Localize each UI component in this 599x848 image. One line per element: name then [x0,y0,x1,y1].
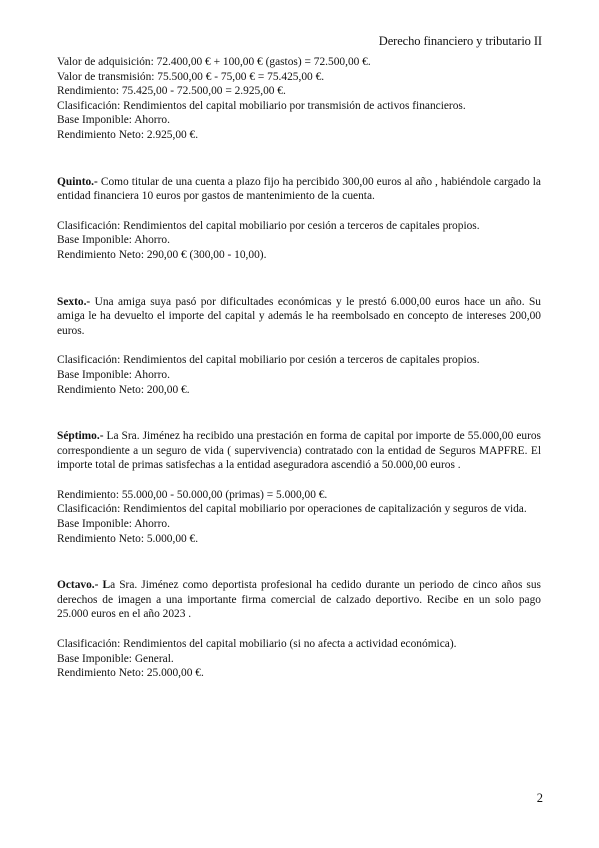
intro-line: Rendimiento: 75.425,00 - 72.500,00 = 2.925,00 €. [57,85,286,98]
answer-line: Clasificación: Rendimientos del capital mobiliario (si no afecta a actividad económica). [57,638,457,651]
answer-line: Rendimiento Neto: 5.000,00 €. [57,532,199,545]
case-answer [57,353,541,397]
case-sexto [57,295,541,398]
answer-line: Rendimiento: 55.000,00 - 50.000,00 (primas) = 5.000,00 €. [57,488,328,501]
case-answer [57,637,541,681]
page-header: Derecho financiero y tributario II [378,34,542,48]
answer-line: Base Imponible: Ahorro. [57,518,170,531]
case-label: Octavo.- L [57,579,111,592]
case-answer [57,488,541,546]
page-content [57,55,541,681]
case-label: Sexto.- [57,295,91,308]
answer-line: Clasificación: Rendimientos del capital mobiliario por operaciones de capitalización y seguros de vida. [57,503,527,516]
answer-line: Clasificación: Rendimientos del capital mobiliario por cesión a terceros de capitales propios. [57,354,480,367]
case-statement [57,175,541,204]
case-text: Una amiga suya pasó por dificultades económicas y le prestó 6.000,00 euros hace un año. Su amiga le ha devuelto el importe del capital y además le ha reembolsado en concepto de intereses 200,00 euros. [57,295,541,337]
case-statement [57,578,541,622]
answer-line: Rendimiento Neto: 200,00 €. [57,383,190,396]
intro-line: Base Imponible: Ahorro. [57,114,170,127]
answer-line: Rendimiento Neto: 25.000,00 €. [57,667,204,680]
answer-line: Clasificación: Rendimientos del capital mobiliario por cesión a terceros de capitales propios. [57,219,480,232]
intro-block [57,55,541,143]
answer-line: Base Imponible: General. [57,652,174,665]
case-octavo [57,578,541,681]
intro-line: Valor de adquisición: 72.400,00 € + 100,00 € (gastos) = 72.500,00 €. [57,56,371,68]
intro-line: Clasificación: Rendimientos del capital mobiliario por transmisión de activos financieros. [57,99,466,112]
case-statement [57,295,541,339]
case-answer [57,219,541,263]
page-number: 2 [536,791,543,805]
case-label: Séptimo.- [57,430,104,443]
answer-line: Base Imponible: Ahorro. [57,234,170,247]
case-text: La Sra. Jiménez ha recibido una prestación en forma de capital por importe de 55.000,00 euros correspondiente a un seguro de vida ( supervivencia) contratado con la entidad de Seguros MAPFRE. El importe total de primas satisfechas a la entidad aseguradora ascendió a 50.000,00 euros . [57,430,541,472]
case-text: Como titular de una cuenta a plazo fijo ha percibido 300,00 euros al año , habiéndole cargado la entidad financiera 10 euros por gastos de mantenimiento de la cuenta. [57,175,541,203]
intro-line: Valor de transmisión: 75.500,00 € - 75,00 € = 75.425,00 €. [57,70,325,83]
intro-line: Rendimiento Neto: 2.925,00 €. [57,128,199,141]
case-septimo [57,429,541,546]
case-quinto [57,175,541,263]
case-label: Quinto.- [57,175,98,188]
answer-line: Rendimiento Neto: 290,00 € (300,00 - 10,00). [57,248,267,261]
answer-line: Base Imponible: Ahorro. [57,368,170,381]
case-text: a Sra. Jiménez como deportista profesional ha cedido durante un periodo de cinco años sus derechos de imagen a una importante firma comercial de calzado deportivo. Recibe en un solo pago 25.000 euros en el año 2023 . [57,579,541,621]
case-statement [57,429,541,473]
